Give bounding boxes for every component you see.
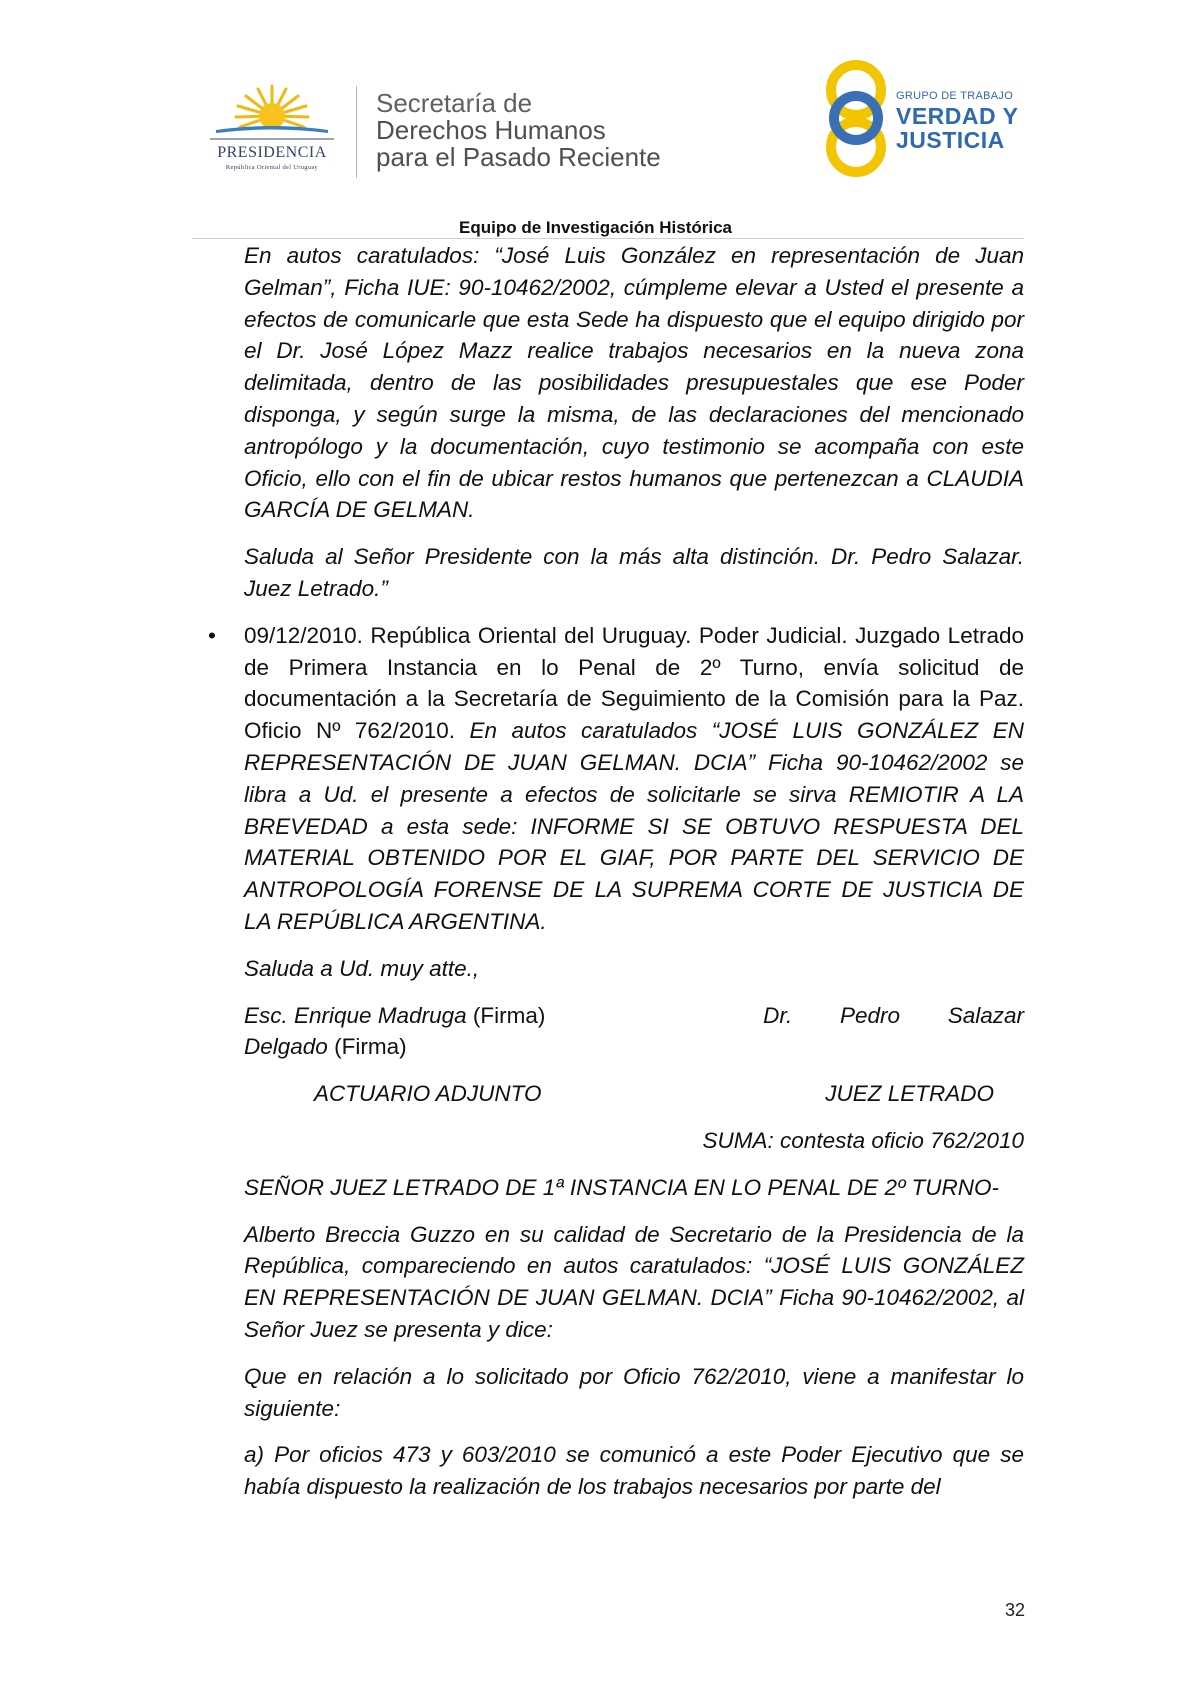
secretaria-line-2: Derechos Humanos bbox=[376, 115, 606, 145]
signature-roles bbox=[244, 1078, 1024, 1110]
paragraph-que-en-relacion: Que en relación a lo solicitado por Oficio 762/2010, viene a manifestar lo siguiente: bbox=[244, 1363, 1024, 1421]
suma-line: SUMA: contesta oficio 762/2010 bbox=[702, 1127, 1024, 1153]
paragraph-alberto-breccia: Alberto Breccia Guzzo en su calidad de Secretario de la Presidencia de la República, compareciendo en autos caratulados: “JOSÉ LUIS GONZÁLEZ EN REPRESENTACIÓN DE JUAN GELMAN. DCIA” Ficha 90-10462/2002, al Señor Juez se presenta y dice: bbox=[244, 1221, 1024, 1342]
page-number: 32 bbox=[1004, 1600, 1025, 1620]
addressee-line: SEÑOR JUEZ LETRADO DE 1ª INSTANCIA EN LO PENAL DE 2º TURNO- bbox=[244, 1174, 1000, 1200]
paragraph-oficio: En autos caratulados: “José Luis González en representación de Juan Gelman”, Ficha IUE: 90-10462/2002, cúmpleme elevar a Usted el presente a efectos de comunicarle que esta Sede ha dispuesto que el equipo dirigido por el Dr. José López Mazz realice trabajos necesarios en la nueva zona delimitada, dentro de las posibilidades presupuestales que ese Poder disponga, y según surge la misma, de las declaraciones del mencionado antropólogo y la documentación, cuyo testimonio se acompaña con este Oficio, ello con el fin de ubicar restos humanos que pertenezcan a CLAUDIA GARCÍA DE GELMAN. bbox=[244, 243, 1024, 523]
document-body bbox=[208, 240, 1024, 1518]
secretaria-title bbox=[376, 90, 661, 171]
presidencia-logo bbox=[196, 82, 348, 178]
paragraph-saluda-presidente: Saluda al Señor Presidente con la más alta distinción. Dr. Pedro Salazar. Juez Letrado.” bbox=[244, 544, 1024, 601]
page-header bbox=[0, 0, 1191, 240]
bullet-text-normal: 09/12/2010. República Oriental del Uruguay. Poder Judicial. Juzgado Letrado de Primera Instancia en lo Penal de 2º Turno, envía solicitud de documentación a la Secretaría de Seguimiento de la Comisión para la Paz. Oficio Nº 762/2010. bbox=[244, 622, 1024, 744]
rings-icon bbox=[820, 58, 896, 180]
bullet-text-italic: En autos caratulados “JOSÉ LUIS GONZÁLEZ EN REPRESENTACIÓN DE JUAN GELMAN. DCIA” Ficha 90-10462/2002 se libra a Ud. el presente a efectos de solicitarle se sirva REMIOTIR A LA BREVEDAD a esta sede: INFORME SI SE OBTUVO RESPUESTA DEL MATERIAL OBTENIDO POR EL GIAF, POR PARTE DEL SERVICIO DE ANTROPOLOGÍA FORENSE DE LA SUPREMA CORTE DE JUSTICIA DE LA REPÚBLICA ARGENTINA. bbox=[244, 718, 1024, 934]
bullet-item-oficio-762 bbox=[208, 620, 1024, 938]
team-title: Equipo de Investigación Histórica bbox=[459, 218, 732, 237]
signature-name-delgado: Delgado bbox=[244, 1034, 328, 1060]
bullet-dot: • bbox=[208, 622, 216, 648]
grupo-trabajo-logo bbox=[820, 58, 1030, 180]
paragraph-saluda-ud: Saluda a Ud. muy atte., bbox=[244, 955, 480, 981]
verdad-y-label: VERDAD Y bbox=[896, 103, 1019, 129]
role-juez-letrado: JUEZ LETRADO bbox=[825, 1081, 994, 1107]
presidencia-subtitle: República Oriental del Uruguay bbox=[225, 164, 319, 171]
signature-word-pedro: Pedro bbox=[839, 1002, 900, 1028]
signature-word-dr: Dr. bbox=[763, 1002, 793, 1028]
grupo-trabajo-label: GRUPO DE TRABAJO bbox=[896, 90, 1014, 102]
signature-left bbox=[244, 1000, 545, 1032]
justicia-label: JUSTICIA bbox=[896, 127, 1005, 153]
sun-icon bbox=[196, 82, 348, 146]
secretaria-line-3: para el Pasado Reciente bbox=[376, 142, 661, 172]
signature-continuation bbox=[244, 1031, 1024, 1063]
presidencia-name: PRESIDENCIA bbox=[217, 144, 327, 161]
paragraph-item-a: a) Por oficios 473 y 603/2010 se comunicó a este Poder Ejecutivo que se había dispuesto la realización de los trabajos necesarios por parte del bbox=[244, 1442, 1024, 1500]
logo-divider bbox=[356, 86, 357, 178]
header-rule bbox=[192, 238, 1024, 239]
signature-word-salazar: Salazar bbox=[947, 1002, 1024, 1028]
signature-name-madruga: Esc. Enrique Madruga bbox=[244, 1002, 467, 1028]
signature-row bbox=[244, 1000, 1024, 1032]
secretaria-line-1: Secretaría de bbox=[376, 88, 533, 118]
signature-firma-right: (Firma) bbox=[334, 1034, 407, 1060]
role-actuario-adjunto: ACTUARIO ADJUNTO bbox=[314, 1081, 542, 1107]
signature-firma-left: (Firma) bbox=[472, 1002, 546, 1028]
